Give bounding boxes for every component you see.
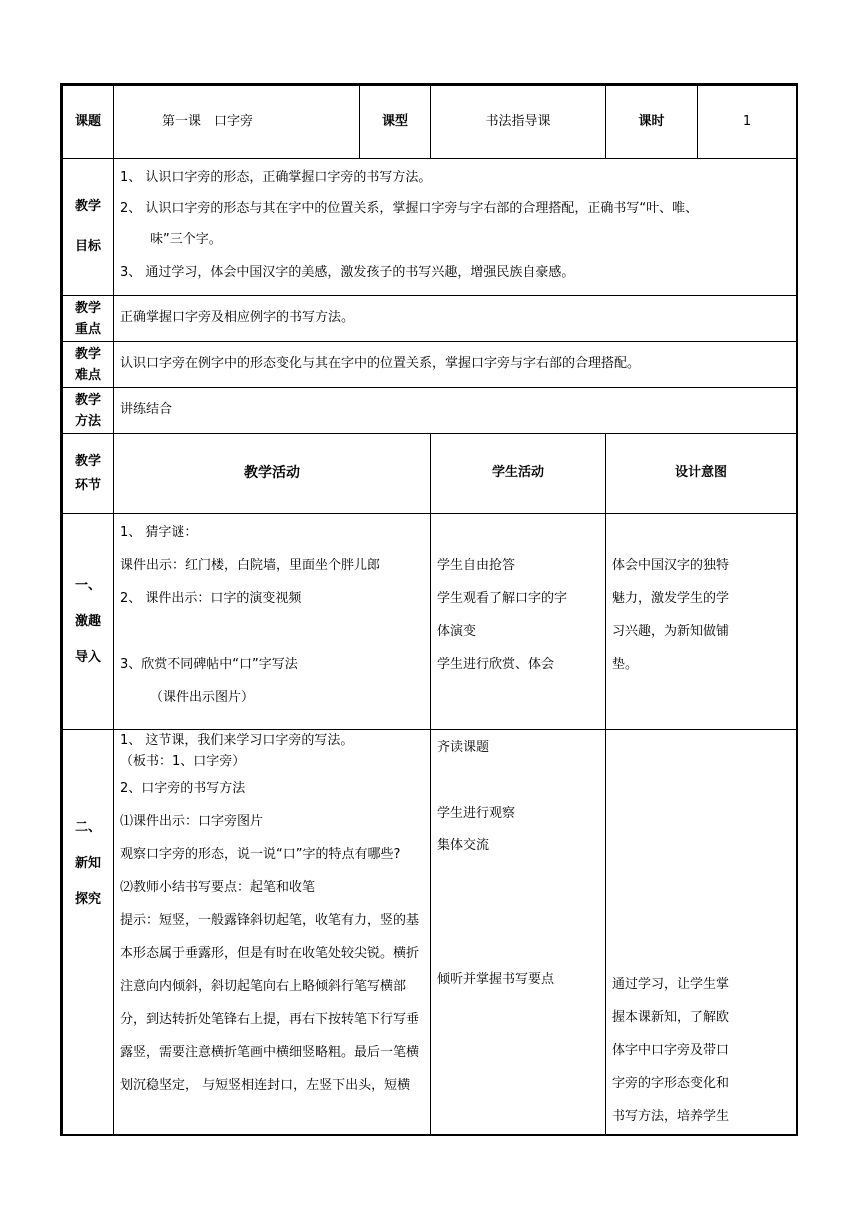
stage1-teaching <box>114 514 431 730</box>
activity-header-row <box>63 434 797 514</box>
stage2-teaching-line: 1、 这节课，我们来学习口字旁的写法。 <box>120 733 354 748</box>
goals-row <box>63 159 797 296</box>
stage2-teaching-line: 2、口字旁的书写方法 <box>120 781 246 796</box>
stage2-student-line: 集体交流 <box>437 838 490 853</box>
stage1-design-line: 习兴趣，为新知做铺 <box>612 624 730 639</box>
stage2-teaching-line: 本形态属于垂露形，但是有时在收笔处较尖锐。横折 <box>120 946 420 961</box>
method-label-line2: 方法 <box>74 413 101 429</box>
teaching-column-header: 教学活动 <box>114 434 431 514</box>
stage1-teaching-line: 1、 猜字谜： <box>120 525 198 540</box>
stage1-label-line2: 激趣 <box>74 613 101 629</box>
topic-label: 课题 <box>63 86 114 159</box>
stage1-design <box>606 514 797 730</box>
goal-item-2b: 味”三个字。 <box>150 232 222 247</box>
stage-column-header-line1: 教学 <box>74 453 101 469</box>
method-label <box>63 388 114 434</box>
key-points-text: 正确掌握口字旁及相应例字的书写方法。 <box>114 296 797 342</box>
stage1-student-line: 体演变 <box>437 624 477 639</box>
stage2-label-line2: 新知 <box>74 856 101 871</box>
stage2-label-line3: 探究 <box>74 892 101 907</box>
stage2-design-line: 字旁的字形态变化和 <box>612 1076 730 1091</box>
stage2-label <box>63 730 114 1135</box>
stage-column-header <box>63 434 114 514</box>
hours-label: 课时 <box>606 86 698 159</box>
stage1-teaching-line: （课件出示图片） <box>150 690 255 705</box>
key-points-label-line2: 重点 <box>74 321 101 337</box>
difficulties-label-line1: 教学 <box>74 346 101 362</box>
stage1-label-line1: 一、 <box>74 577 101 593</box>
goals-label <box>63 159 114 296</box>
goals-label-line2: 目标 <box>74 239 101 254</box>
stage2-design-line: 通过学习，让学生掌 <box>612 977 730 992</box>
stage1-teaching-line: 3、欣赏不同碑帖中“口”字写法 <box>120 657 298 672</box>
stage2-teaching-line: 注意向内倾斜，斜切起笔向右上略倾斜行笔写横部 <box>120 979 407 994</box>
stage1-teaching-line <box>120 615 424 648</box>
stage1-design-line: 魅力，激发学生的学 <box>612 591 730 606</box>
goal-item-3: 3、 通过学习，体会中国汉字的美感，激发孩子的书写兴趣，增强民族自豪感。 <box>120 265 575 280</box>
stage2-teaching <box>114 730 431 1135</box>
stage2-row <box>63 730 797 1135</box>
key-points-row <box>63 296 797 342</box>
goal-item-1: 1、 认识口字旁的形态，正确掌握口字旁的书写方法。 <box>120 170 432 185</box>
stage1-student <box>431 514 606 730</box>
difficulties-row <box>63 342 797 388</box>
stage1-student-line: 学生自由抢答 <box>437 558 516 573</box>
stage2-teaching-line: 露竖，需要注意横折笔画中横细竖略粗。最后一笔横 <box>120 1045 420 1060</box>
stage2-teaching-line: （板书：1、口字旁） <box>120 754 246 769</box>
stage2-teaching-line: 提示：短竖，一般露锋斜切起笔，收笔有力，竖的基 <box>120 913 420 928</box>
stage2-design-line: 体字中口字旁及带口 <box>612 1043 730 1058</box>
stage1-design-line: 垫。 <box>612 657 639 672</box>
stage2-student <box>431 730 606 1135</box>
method-label-line1: 教学 <box>74 392 101 408</box>
stage2-teaching-line: 观察口字旁的形态，说一说“口”字的特点有哪些? <box>120 847 401 862</box>
stage1-row <box>63 514 797 730</box>
stage1-teaching-line: 课件出示：红门楼，白院墙，里面坐个胖儿郎 <box>120 558 381 573</box>
lesson-plan-page <box>60 83 798 1136</box>
stage2-student-line: 学生进行观察 <box>437 806 516 821</box>
topic-value: 第一课 口字旁 <box>114 86 360 159</box>
stage-column-header-line2: 环节 <box>74 477 101 493</box>
stage1-student-line: 学生进行欣赏、体会 <box>437 657 555 672</box>
stage2-label-line1: 二、 <box>74 820 101 835</box>
stage2-teaching-line: 分，到达转折处笔锋右上提，再右下按转笔下行写垂 <box>120 1012 420 1027</box>
stage1-design-line: 体会中国汉字的独特 <box>612 558 730 573</box>
goals-label-line1: 教学 <box>74 199 101 214</box>
stage1-label <box>63 514 114 730</box>
stage1-student-line: 学生观看了解口字的字 <box>437 591 568 606</box>
type-label: 课型 <box>360 86 431 159</box>
goals-content <box>114 159 797 296</box>
stage2-design-line: 书写方法，培养学生 <box>612 1109 730 1124</box>
difficulties-text: 认识口字旁在例字中的形态变化与其在字中的位置关系，掌握口字旁与字右部的合理搭配。 <box>114 342 797 388</box>
stage2-design <box>606 730 797 1135</box>
stage2-design-line: 握本课新知，了解欧 <box>612 1010 730 1025</box>
stage2-student-line: 齐读课题 <box>437 740 490 755</box>
difficulties-label <box>63 342 114 388</box>
stage1-teaching-line: 2、 课件出示：口字的演变视频 <box>120 591 302 606</box>
goal-item-2a: 2、 认识口字旁的形态与其在字中的位置关系，掌握口字旁与字右部的合理搭配，正确书写“叶、唯、 <box>120 201 699 216</box>
method-text: 讲练结合 <box>114 388 797 434</box>
stage2-teaching-line: 划沉稳坚定， 与短竖相连封口，左竖下出头，短横 <box>120 1078 411 1093</box>
method-row <box>63 388 797 434</box>
design-column-header: 设计意图 <box>606 434 797 514</box>
stage2-student-line: 倾听并掌握书写要点 <box>437 972 555 987</box>
difficulties-label-line2: 难点 <box>74 367 101 383</box>
header-row <box>63 86 797 159</box>
stage2-teaching-line: ⑴课件出示：口字旁图片 <box>120 814 264 829</box>
type-value: 书法指导课 <box>431 86 606 159</box>
stage1-label-line3: 导入 <box>74 649 101 665</box>
key-points-label-line1: 教学 <box>74 300 101 316</box>
lesson-plan-table <box>62 85 797 1135</box>
hours-value: 1 <box>698 86 797 159</box>
student-column-header: 学生活动 <box>431 434 606 514</box>
stage2-teaching-line: ⑵教师小结书写要点：起笔和收笔 <box>120 880 316 895</box>
key-points-label <box>63 296 114 342</box>
